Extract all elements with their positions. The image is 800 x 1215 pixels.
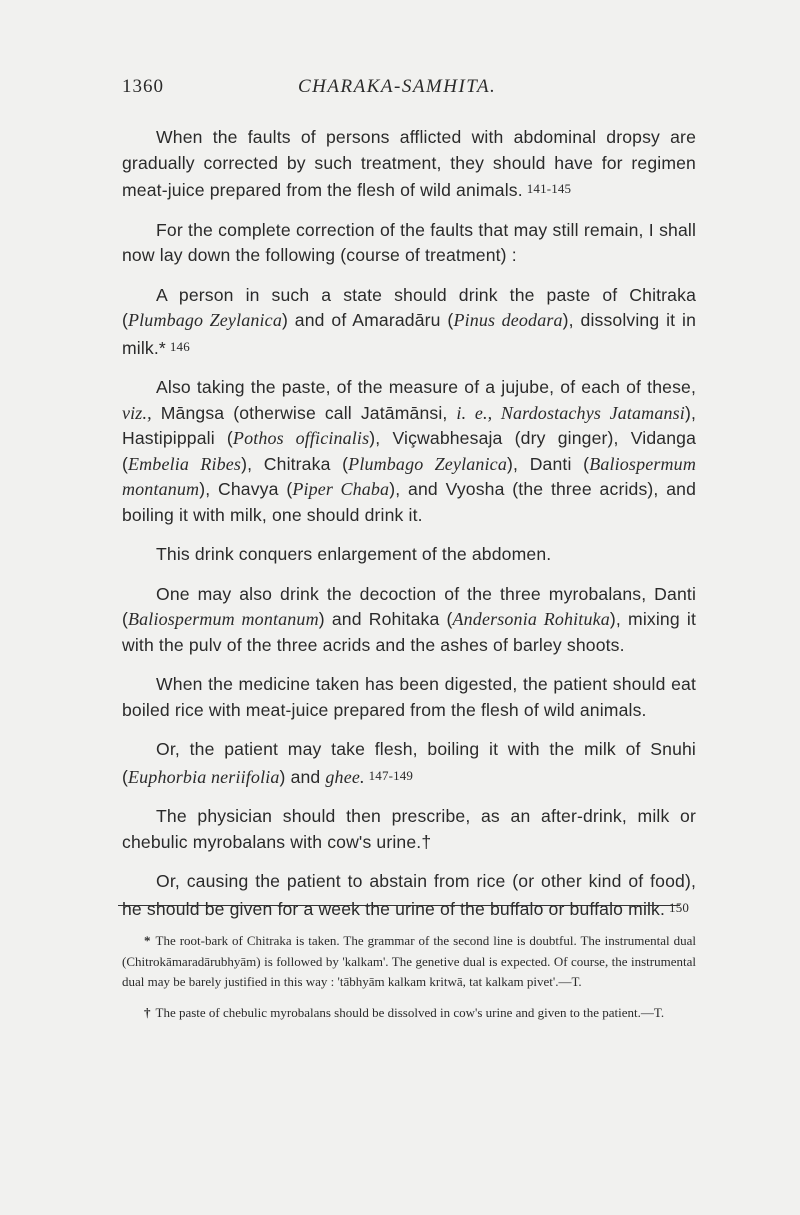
footnote-2-text: The paste of chebulic myrobalans should be dissolved in cow's urine and given to the patient.—T. — [155, 1004, 665, 1020]
botanical-name: Baliospermum montanum — [128, 609, 319, 629]
paragraph-6 — [122, 582, 696, 659]
paragraph-10-text: Or, causing the patient to abstain from rice (or other kind of food), he should be given for a week the urine of the buffalo or buffalo milk. — [122, 871, 696, 919]
verse-reference: 147-149 — [368, 767, 414, 783]
paragraph-4-text: ), Viçwabhesaja (dry ginger), Vidanga ( — [122, 428, 697, 474]
paragraph-4-text: ), Hastipippali ( — [122, 402, 696, 448]
italic-term: viz., — [122, 402, 152, 423]
paragraph-7-text: When the medicine taken has been digested, the patient should eat boiled rice with meat-juice prepared from the flesh of wild animals. — [122, 674, 696, 720]
botanical-name: Euphorbia neriifolia — [128, 766, 280, 787]
botanical-name: Andersonia Rohituka — [452, 609, 610, 629]
paragraph-1-text: When the faults of persons afflicted with abdominal dropsy are gradually corrected by such treatment, they should have for regimen meat-juice prepared from the flesh of wild animals. — [122, 127, 696, 200]
footnote-2 — [122, 1003, 696, 1024]
paragraph-9-text: The physician should then prescribe, as an after-drink, milk or chebulic myrobalans with cow's urine.† — [122, 806, 696, 852]
botanical-name: Plumbago Zeylanica — [348, 453, 507, 474]
paragraph-9 — [122, 804, 696, 855]
botanical-name: Pothos officinalis — [232, 428, 370, 448]
paragraph-2 — [122, 218, 696, 269]
botanical-name: i. e., Nardostachys Jatamansi — [456, 402, 685, 423]
botanical-name: Piper Chaba — [292, 479, 390, 499]
botanical-name: Plumbago Zeylanica — [128, 310, 282, 330]
footnote-divider — [118, 905, 680, 906]
paragraph-4-text: Also taking the paste, of the measure of a jujube, of each of these, — [156, 377, 696, 397]
paragraph-5 — [122, 542, 696, 568]
paragraph-4-text: ), Danti ( — [506, 453, 590, 474]
paragraph-3-text: ) and of Amaradāru ( — [281, 310, 454, 330]
paragraph-4-text: Māngsa (otherwise call Jatāmānsi, — [151, 402, 457, 423]
paragraph-4 — [122, 375, 696, 528]
footnote-marker: * — [144, 933, 151, 948]
page-number: 1360 — [122, 76, 164, 97]
paragraph-8-text: ) and — [279, 766, 326, 787]
paragraph-8 — [122, 737, 696, 790]
paragraph-6-text: ) and Rohitaka ( — [318, 609, 453, 629]
paragraph-3-text: A person in such a state should drink the paste of Chitraka ( — [122, 284, 696, 330]
running-title: CHARAKA-SAMHITA. — [298, 76, 497, 97]
paragraph-10 — [122, 869, 696, 922]
botanical-name: Baliospermum montanum — [122, 453, 696, 499]
verse-reference: 150 — [669, 899, 689, 915]
paragraph-7 — [122, 672, 696, 723]
paragraph-1 — [122, 125, 696, 204]
paragraph-3-text: ), dissolving it in milk.* — [122, 310, 697, 358]
paragraph-5-text: This drink conquers enlargement of the abdomen. — [156, 544, 552, 564]
footnotes — [122, 931, 696, 1033]
verse-reference: 146 — [169, 338, 190, 354]
paragraph-2-text: For the complete correction of the faults that may still remain, I shall now lay down the following (course of treatment) : — [122, 219, 696, 265]
paragraph-4-text: ), Chavya ( — [199, 479, 293, 499]
footnote-marker: † — [144, 1004, 151, 1020]
footnote-1 — [122, 931, 696, 993]
paragraph-6-text: One may also drink the decoction of the three myrobalans, Danti ( — [122, 583, 696, 629]
botanical-name: Embelia Ribes — [128, 453, 242, 474]
footnote-1-text: The root-bark of Chitraka is taken. The grammar of the second line is doubtful. The instrumental dual (Chitrokāmaradārubhyām) is followed by 'kalkam'. The genetive dual is expected. Of course, the instrumental dual may be barely justified in this way : 'tābhyām kalkam kritwā, tat kalkam pivet'.—T. — [122, 933, 696, 989]
botanical-name: Pinus deodara — [453, 310, 563, 330]
paragraph-8-text: Or, the patient may take flesh, boiling it with the milk of Snuhi ( — [122, 739, 696, 787]
paragraph-6-text: ), mixing it with the pulv of the three acrids and the ashes of barley shoots. — [122, 609, 696, 655]
main-text — [122, 125, 696, 936]
paragraph-3 — [122, 283, 696, 362]
paragraph-4-text: ), Chitraka ( — [241, 453, 349, 474]
italic-term: ghee. — [325, 766, 365, 787]
paragraph-4-text: ), and Vyosha (the three acrids), and boiling it with milk, one should drink it. — [122, 479, 697, 525]
verse-reference: 141-145 — [526, 181, 572, 196]
page-header — [122, 76, 542, 102]
